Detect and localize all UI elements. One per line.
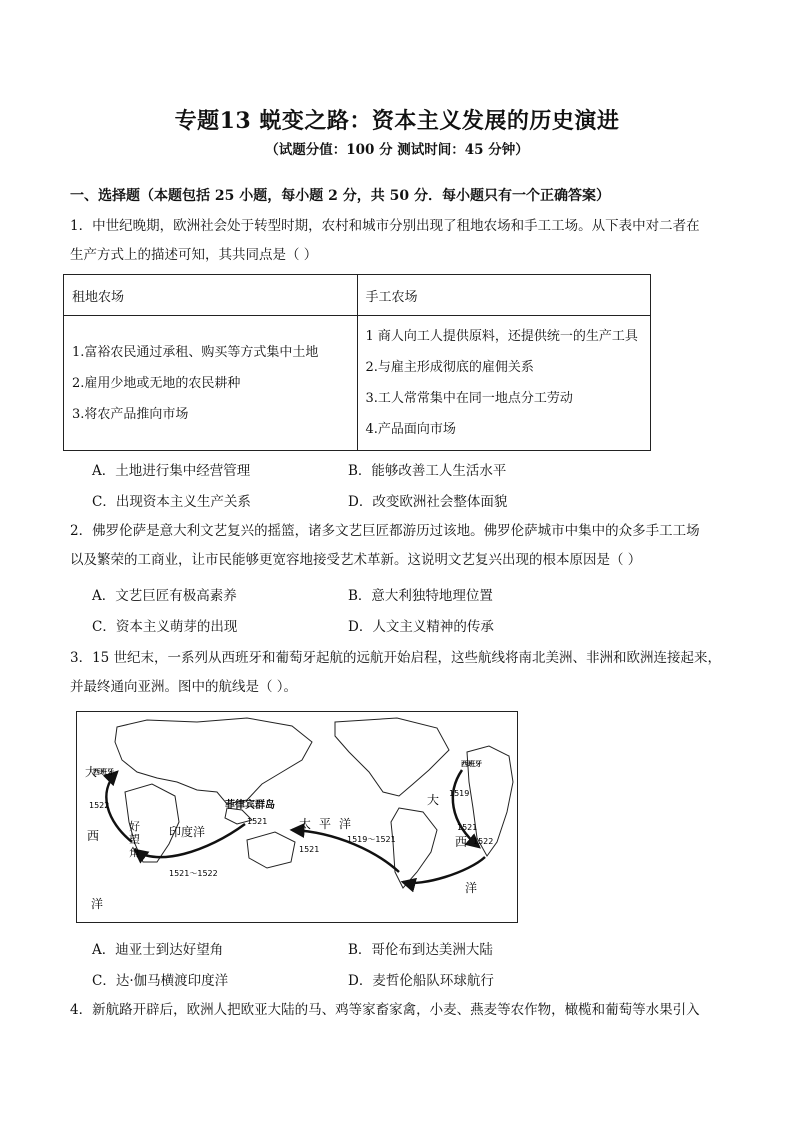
q2-option-b[interactable]: B．意大利独特地理位置 [348,588,493,604]
question-1-line-2: 生产方式上的描述可知，其共同点是（ ） [70,247,318,263]
comparison-table [63,274,651,451]
map-label: 大 [427,793,440,807]
map-label: 大 [85,765,98,779]
question-3-line-2: 并最终通向亚洲。图中的航线是（ ）。 [70,679,298,695]
map-label: 平 [319,817,332,831]
table-header-workshop: 手工农场 [357,275,651,316]
map-label: 角 [129,846,140,859]
map-label: 西 [455,835,468,849]
question-3 [70,644,730,702]
list-item: 1.富裕农民通过承租、购买等方式集中土地 [72,344,319,360]
map-label: 西 [87,829,100,843]
list-item: 4.产品面向市场 [365,422,456,437]
list-item: 2.与雇主形成彻底的雇佣关系 [365,360,534,375]
page-subtitle: （试题分值：100 分 测试时间：45 分钟） [265,142,529,158]
map-label: 1522 [89,801,110,810]
question-2 [70,517,730,575]
map-label: 1521 [457,823,478,832]
question-1-line-1: 1．中世纪晚期，欧洲社会处于转型时期，农村和城市分别出现了租地农场和手工工场。从下表中对二者在 [70,218,700,234]
q3-option-c[interactable]: C．达·伽马横渡印度洋 [92,973,229,989]
map-label: 太 [299,817,312,831]
question-2-line-2: 以及繁荣的工商业，让市民能够更宽容地接受艺术革新。这说明文艺复兴出现的根本原因是（ ） [70,552,642,568]
q1-option-a[interactable]: A．土地进行集中经营管理 [92,463,251,479]
list-item: 3.工人常常集中在同一地点分工劳动 [365,391,573,406]
list-item: 1 商人向工人提供原料，还提供统一的生产工具 [365,329,638,344]
map-label: 印度洋 [169,825,206,839]
map-label: 洋 [91,897,104,911]
list-item: 3.将农产品推向市场 [72,406,189,422]
map-label: 1519～1521 [347,835,396,844]
q1-option-b[interactable]: B．能够改善工人生活水平 [348,463,507,479]
table-header-farm: 租地农场 [64,275,358,316]
page-title: 专题13 蜕变之路：资本主义发展的历史演进 [174,108,620,134]
map-label: 1521 [247,817,268,826]
q2-option-d[interactable]: D．人文主义精神的传承 [348,619,494,635]
q3-option-b[interactable]: B．哥伦布到达美洲大陆 [348,942,493,958]
map-label: 西班牙 [461,760,482,768]
map-label: 1521 [299,845,320,854]
landmass-north-america [335,718,449,796]
map-label: 1519 [449,789,470,798]
question-4-line-1: 4．新航路开辟后，欧洲人把欧亚大陆的马、鸡等家畜家禽，小麦、燕麦等农作物，橄榄和葡萄等水果引入 [70,1002,700,1018]
map-label: 西班牙 [93,768,114,776]
question-1 [70,212,730,270]
q1-option-c[interactable]: C．出现资本主义生产关系 [92,494,251,510]
map-label: 菲律宾群岛 [225,800,275,811]
voyage-map [76,711,518,923]
landmass-eurasia [115,718,312,804]
q2-option-a[interactable]: A．文艺巨匠有极高素养 [92,588,237,604]
table-header-row [64,275,651,316]
world-map-illustration [77,712,517,922]
q1-option-d[interactable]: D．改变欧洲社会整体面貌 [348,494,508,510]
landmass-south-america [391,808,437,888]
landmass-australia [247,832,295,868]
map-label: 好 [129,820,140,833]
map-label: 1522 [473,837,494,846]
question-4 [70,996,730,1025]
table-cell-farm [64,316,358,451]
map-label: 洋 [339,817,352,831]
section-heading: 一、选择题（本题包括 25 小题，每小题 2 分，共 50 分．每小题只有一个正确答案） [70,188,610,204]
map-label: 洋 [465,881,478,895]
q3-option-d[interactable]: D．麦哲伦船队环球航行 [348,973,494,989]
map-label: 1521～1522 [169,869,218,878]
table-body-row [64,316,651,451]
route-south-atlantic [403,857,485,883]
list-item: 2.雇用少地或无地的农民耕种 [72,375,241,391]
map-label: 望 [129,833,140,846]
table-cell-workshop [357,316,651,451]
q2-option-c[interactable]: C．资本主义萌芽的出现 [92,619,238,635]
q3-option-a[interactable]: A．迪亚士到达好望角 [92,942,224,958]
question-2-line-1: 2．佛罗伦萨是意大利文艺复兴的摇篮，诸多文艺巨匠都游历过该地。佛罗伦萨城市中集中的众多手工工场 [70,523,700,539]
question-3-line-1: 3．15 世纪末，一系列从西班牙和葡萄牙起航的远航开始启程，这些航线将南北美洲、非洲和欧洲连接起来， [70,650,722,666]
